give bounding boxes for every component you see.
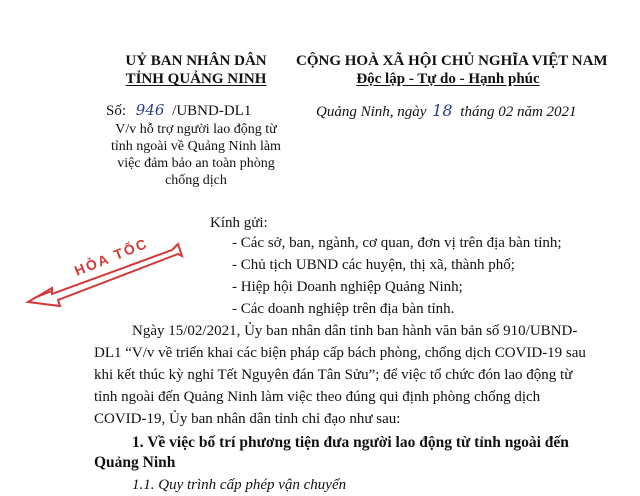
body-line: COVID-19, Ủy ban nhân dân tỉnh chỉ đạo như sau: — [94, 411, 401, 427]
doc-number-handwritten: 946 — [135, 101, 165, 119]
section-heading-cont: Quảng Ninh — [94, 454, 176, 471]
recipient-item: - Chủ tịch UBND các huyện, thị xã, thành phố; — [232, 257, 515, 273]
stamp-label: HỎA TỐC — [72, 234, 151, 279]
recipients-heading: Kính gửi: — [210, 215, 268, 231]
subject-line: chống dịch — [165, 173, 227, 188]
doc-number-suffix: /UBND-DL1 — [172, 103, 252, 119]
recipient-item: - Hiệp hội Doanh nghiệp Quảng Ninh; — [232, 279, 463, 295]
issuer-province: TỈNH QUẢNG NINH — [125, 71, 267, 87]
recipient-item: - Các doanh nghiệp trên địa bàn tỉnh. — [232, 301, 455, 317]
national-title: CỘNG HOÀ XÃ HỘI CHỦ NGHĨA VIỆT NAM — [296, 53, 608, 69]
recipients-list — [232, 232, 562, 320]
urgent-stamp — [22, 236, 202, 316]
body-line: Ngày 15/02/2021, Ủy ban nhân dân tỉnh ban hành văn bản số 910/UBND- — [132, 323, 578, 339]
body-line: DL1 “V/v về triển khai các biện pháp cấp bách phòng, chống dịch COVID-19 sau — [94, 345, 586, 361]
body-line: tỉnh ngoài đến Quảng Ninh làm việc theo đúng qui định phòng chống dịch — [94, 389, 541, 405]
subject-line: V/v hỗ trợ người lao động từ — [115, 122, 277, 137]
doc-number — [106, 101, 251, 120]
body-line: khi kết thúc kỳ nghỉ Tết Nguyên đán Tân Sửu”; để việc tổ chức đón lao động từ — [94, 367, 573, 383]
subject-line: việc đảm bảo an toàn phòng — [117, 156, 275, 171]
subsection-heading: 1.1. Quy trình cấp phép vận chuyển — [132, 477, 347, 493]
date-month-year: tháng 02 năm 2021 — [460, 104, 577, 120]
subject-line: tỉnh ngoài về Quảng Ninh làm — [111, 139, 281, 154]
national-motto: Độc lập - Tự do - Hạnh phúc — [356, 71, 540, 87]
subject — [88, 121, 304, 189]
issuer-name: UỶ BAN NHÂN DÂN — [125, 53, 267, 69]
section-heading: 1. Về việc bố trí phương tiện đưa người lao động từ tỉnh ngoài đến — [132, 434, 569, 451]
date-place: Quảng Ninh, ngày — [316, 104, 427, 120]
doc-number-prefix: Số: — [106, 103, 127, 119]
recipient-item: - Các sở, ban, ngành, cơ quan, đơn vị trên địa bàn tỉnh; — [232, 235, 562, 251]
issue-date — [316, 101, 577, 121]
date-day-handwritten: 18 — [432, 101, 453, 120]
